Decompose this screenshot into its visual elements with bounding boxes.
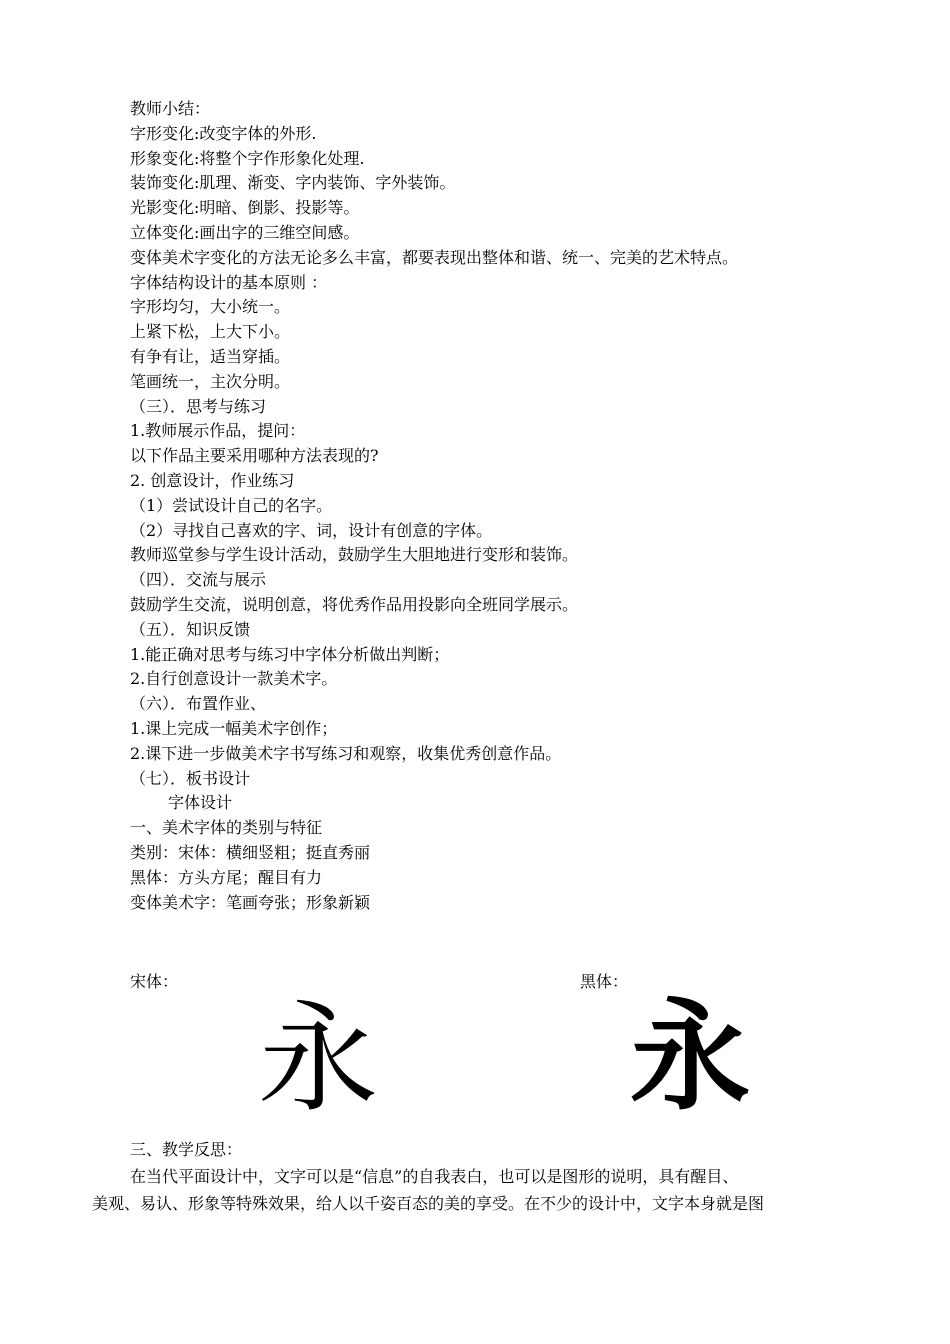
text-line: 2.自行创意设计一款美术字。 <box>130 669 338 689</box>
text-line: 2.课下进一步做美术字书写练习和观察，收集优秀创意作品。 <box>130 743 562 763</box>
text-line: 光影变化:明暗、倒影、投影等。 <box>130 198 360 218</box>
text-line: （1）尝试设计自己的名字。 <box>130 495 333 515</box>
paragraph-line: 在当代平面设计中，文字可以是“信息”的自我表白，也可以是图形的说明，具有醒目、 <box>130 1167 739 1186</box>
reflection-paragraph <box>92 1163 862 1217</box>
text-line: 一、美术字体的类别与特征 <box>130 818 323 838</box>
text-line: 1.能正确对思考与练习中字体分析做出判断； <box>130 644 450 664</box>
text-line: 类别：宋体：横细竖粗；挺直秀丽 <box>130 842 371 862</box>
hei-font-label: 黑体： <box>580 972 629 991</box>
reflection-heading: 三、教学反思： <box>130 1140 243 1159</box>
text-line: 上紧下松，上大下小。 <box>130 322 291 342</box>
text-line: 字形变化:改变字体的外形. <box>130 123 317 143</box>
song-font-label: 宋体： <box>130 972 179 991</box>
text-line: 立体变化:画出字的三维空间感。 <box>130 222 360 242</box>
section-heading: （六）．布置作业、 <box>130 694 267 714</box>
board-title: 字体设计 <box>168 793 233 813</box>
text-line: 装饰变化:肌理、渐变、字内装饰、字外装饰。 <box>130 173 456 193</box>
text-line: （2）寻找自己喜欢的字、词，设计有创意的字体。 <box>130 520 493 540</box>
section-heading: （五）．知识反馈 <box>130 619 251 639</box>
section-heading: （四）．交流与展示 <box>130 570 267 590</box>
text-line: 字形均匀，大小统一。 <box>130 297 291 317</box>
text-line: 黑体：方头方尾；醒目有力 <box>130 867 323 887</box>
section-heading: （三）．思考与练习 <box>130 396 267 416</box>
paragraph-line: 美观、易认、形象等特殊效果，给人以千姿百态的美的享受。在不少的设计中，文字本身就是图 <box>92 1194 765 1213</box>
text-line: 教师巡堂参与学生设计活动，鼓励学生大胆地进行变形和装饰。 <box>130 545 579 565</box>
text-line: 变体美术字：笔画夸张；形象新颖 <box>130 892 371 912</box>
text-line: 鼓励学生交流，说明创意，将优秀作品用投影向全班同学展示。 <box>130 594 579 614</box>
section-heading: （七）．板书设计 <box>130 768 251 788</box>
text-line: 以下作品主要采用哪种方法表现的? <box>130 446 379 466</box>
text-line: 有争有让，适当穿插。 <box>130 346 291 366</box>
text-line: 1.教师展示作品，提问： <box>130 421 306 441</box>
text-line: 笔画统一，主次分明。 <box>130 371 291 391</box>
text-line: 教师小结： <box>130 99 211 118</box>
text-line: 形象变化:将整个字作形象化处理. <box>130 148 365 168</box>
text-line: 字体结构设计的基本原则 ： <box>130 272 328 292</box>
text-line: 2. 创意设计，作业练习 <box>130 470 295 490</box>
hei-font-sample-char: 永 <box>630 988 750 1127</box>
lesson-text-block <box>130 97 890 915</box>
text-line: 1.课上完成一幅美术字创作； <box>130 718 338 738</box>
text-line: 变体美术字变化的方法无论多么丰富，都要表现出整体和谐、统一、完美的艺术特点。 <box>130 247 739 267</box>
song-font-sample-char: 永 <box>258 990 378 1129</box>
